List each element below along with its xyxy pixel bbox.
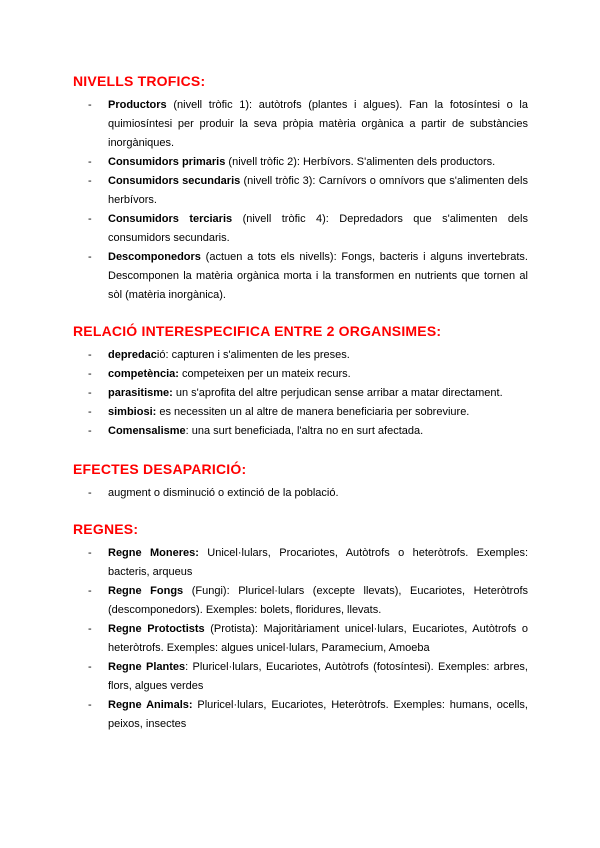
item-text: competeixen per un mateix recurs. (178, 368, 351, 380)
relations-list (73, 346, 528, 441)
item-text: : Pluricel·lulars, Eucariotes, Autòtrofs (fotosíntesi). Exemples: arbres, flors, algues verdes (108, 661, 528, 692)
bullet: - (88, 699, 92, 711)
item-text: (Protista): Majoritàriament unicel·lulars, Eucariotes, Autòtrofs o heteròtrofs. Exemples: algues unicel·lulars, Paramecium, Amoeba (108, 623, 528, 654)
list-item (73, 96, 528, 153)
item-term: Regne Moneres: (108, 547, 199, 559)
bullet: - (88, 487, 92, 499)
list-item (73, 403, 528, 422)
item-term: depredac (108, 349, 157, 361)
bullet: - (88, 175, 92, 187)
list-item (73, 484, 528, 503)
item-term: competència: (108, 368, 179, 380)
list-item (73, 582, 528, 620)
section-kingdoms (73, 520, 528, 734)
bullet: - (88, 368, 92, 380)
item-term: Consumidors secundaris (108, 175, 241, 187)
heading-trophic-levels: NIVELLS TROFICS: (73, 73, 206, 89)
heading-disappearance-effects: EFECTES DESAPARICIÓ: (73, 461, 247, 477)
list-item (73, 620, 528, 658)
list-item (73, 696, 528, 734)
item-term: Regne Animals: (108, 699, 193, 711)
bullet: - (88, 406, 92, 418)
list-item (73, 365, 528, 384)
item-term: parasitisme: (108, 387, 173, 399)
disappearance-list (73, 484, 528, 503)
bullet: - (88, 585, 92, 597)
section-trophic-levels (73, 72, 528, 305)
item-term: Consumidors terciaris (108, 213, 233, 225)
bullet: - (88, 349, 92, 361)
item-term: Consumidors primaris (108, 156, 226, 168)
item-text: Pluricel·lulars, Eucariotes, Heteròtrofs. Exemples: humans, ocells, peixos, insectes (108, 699, 528, 730)
section-disappearance-effects (73, 460, 528, 503)
bullet: - (88, 99, 92, 111)
heading-interspecific-relations: RELACIÓ INTERESPECIFICA ENTRE 2 ORGANSIMES: (73, 323, 442, 339)
bullet: - (88, 156, 92, 168)
item-text: Unicel·lulars, Procariotes, Autòtrofs o heteròtrofs. Exemples: bacteris, arqueus (108, 547, 528, 578)
item-term: Regne Protoctists (108, 623, 205, 635)
item-term: Descomponedors (108, 251, 201, 263)
item-term: Productors (108, 99, 167, 111)
bullet: - (88, 425, 92, 437)
item-text: un s'aprofita del altre perjudican sense arribar a matar directament. (172, 387, 503, 399)
section-interspecific-relations (73, 322, 528, 441)
list-item (73, 384, 528, 403)
bullet: - (88, 623, 92, 635)
heading-kingdoms: REGNES: (73, 521, 139, 537)
list-item (73, 210, 528, 248)
item-term: simbiosi: (108, 406, 157, 418)
list-item (73, 658, 528, 696)
bullet: - (88, 251, 92, 263)
bullet: - (88, 213, 92, 225)
item-text: ió: capturen i s'alimenten de les preses. (156, 349, 350, 361)
item-text: (nivell tròfic 4): Depredadors que s'alimenten dels consumidors secundaris. (108, 213, 528, 244)
list-item (73, 172, 528, 210)
item-text: (Fungi): Pluricel·lulars (excepte llevats), Eucariotes, Heteròtrofs (descomponedors). Exemples: bolets, floridures, llevats. (108, 585, 529, 616)
bullet: - (88, 387, 92, 399)
item-text: (actuen a tots els nivells): Fongs, bacteris i alguns invertebrats. Descomponen la matèria orgànica morta i la transformen en nutrients que tornen al sòl (matèria inorgànica). (108, 251, 528, 301)
item-text: (nivell tròfic 2): Herbívors. S'alimenten dels productors. (225, 156, 496, 168)
item-term: Regne Fongs (108, 585, 184, 597)
list-item (73, 153, 528, 172)
trophic-list (73, 96, 528, 305)
item-term: Comensalisme (108, 425, 186, 437)
item-text: augment o disminució o extinció de la població. (108, 487, 339, 499)
list-item (73, 422, 528, 441)
bullet: - (88, 661, 92, 673)
list-item (73, 544, 528, 582)
item-term: Regne Plantes (108, 661, 186, 673)
item-text: (nivell tròfic 3): Carnívors o omnívors que s'alimenten dels herbívors. (108, 175, 528, 206)
item-text: (nivell tròfic 1): autòtrofs (plantes i algues). Fan la fotosíntesi o la quimiosíntesi per produir la seva pròpia matèria orgànica a partir de substàncies inorgàniques. (108, 99, 528, 149)
item-text: es necessiten un al altre de manera beneficiaria per sobreviure. (156, 406, 470, 418)
bullet: - (88, 547, 92, 559)
item-text: : una surt beneficiada, l'altra no en surt afectada. (185, 425, 424, 437)
list-item (73, 248, 528, 305)
kingdoms-list (73, 544, 528, 734)
list-item (73, 346, 528, 365)
